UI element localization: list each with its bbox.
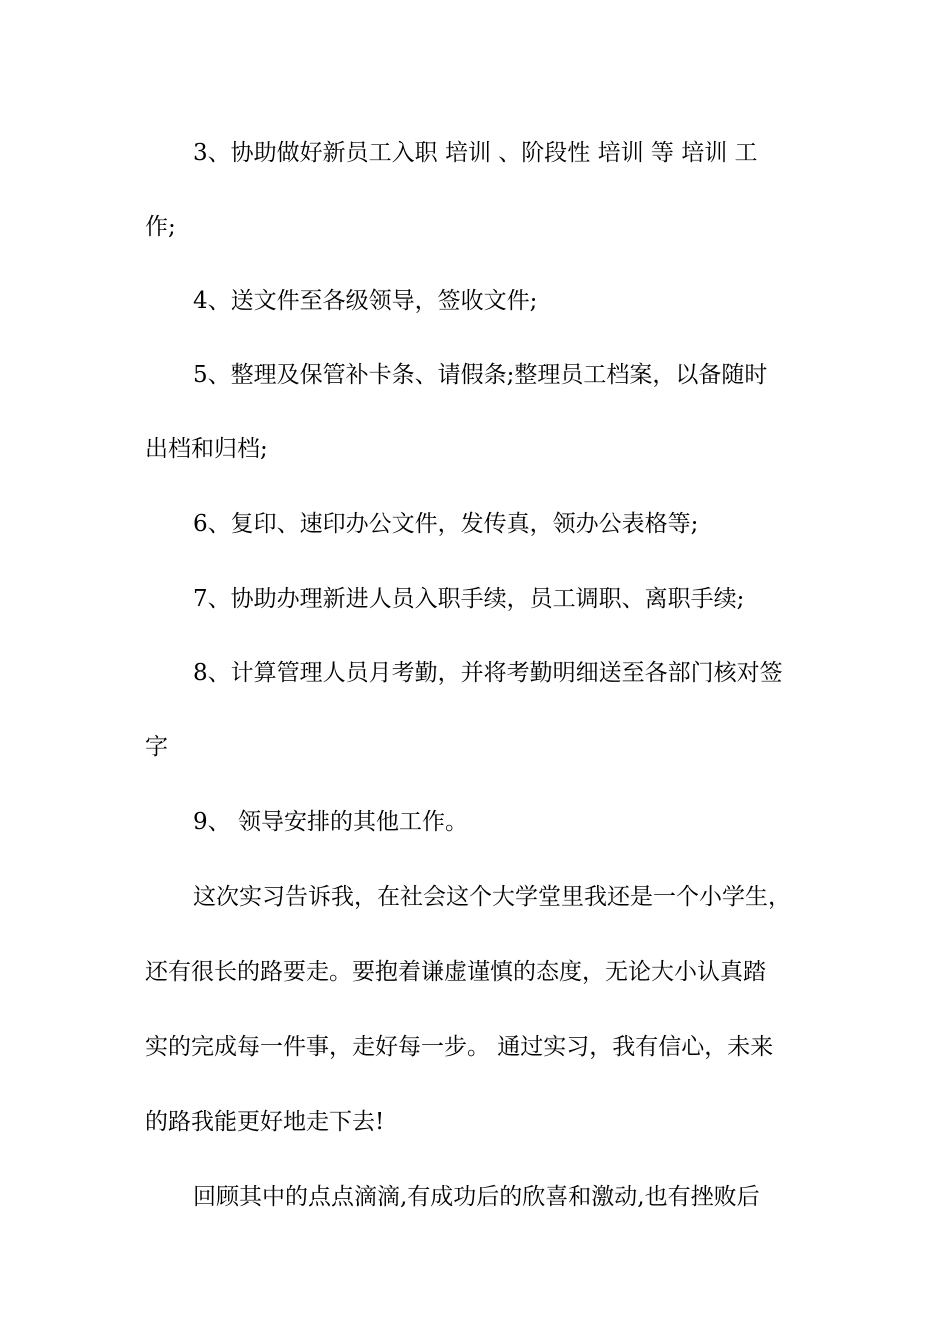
- list-item-6: 6、复印、速印办公文件，发传真，领办公表格等;: [193, 511, 699, 537]
- list-item-3-line-1: 3、协助做好新员工入职 培训 、阶段性 培训 等 培训 工: [193, 140, 758, 166]
- list-item-7: 7、协助办理新进人员入职手续，员工调职、离职手续;: [193, 586, 745, 612]
- paragraph-1-line-2: 还有很长的路要走。要抱着谦虚谨慎的态度，无论大小认真踏: [145, 959, 766, 985]
- list-item-8-line-1: 8、计算管理人员月考勤，并将考勤明细送至各部门核对签: [193, 660, 783, 686]
- paragraph-1-line-1: 这次实习告诉我，在社会这个大学堂里我还是一个小学生，: [193, 884, 791, 910]
- paragraph-1-line-4: 的路我能更好地走下去!: [145, 1109, 385, 1135]
- list-item-3-line-2: 作;: [145, 214, 176, 240]
- list-item-9: 9、 领导安排的其他工作。: [193, 809, 468, 835]
- list-item-5-line-2: 出档和归档;: [145, 436, 268, 462]
- list-item-8-line-2: 字: [145, 734, 168, 760]
- paragraph-2-line-1: 回顾其中的点点滴滴,有成功后的欣喜和激动,也有挫败后: [193, 1184, 760, 1210]
- list-item-4: 4、送文件至各级领导，签收文件;: [193, 288, 538, 314]
- list-item-5-line-1: 5、整理及保管补卡条、请假条;整理员工档案，以备随时: [193, 362, 768, 388]
- paragraph-1-line-3: 实的完成每一件事，走好每一步。 通过实习，我有信心，未来: [145, 1034, 774, 1060]
